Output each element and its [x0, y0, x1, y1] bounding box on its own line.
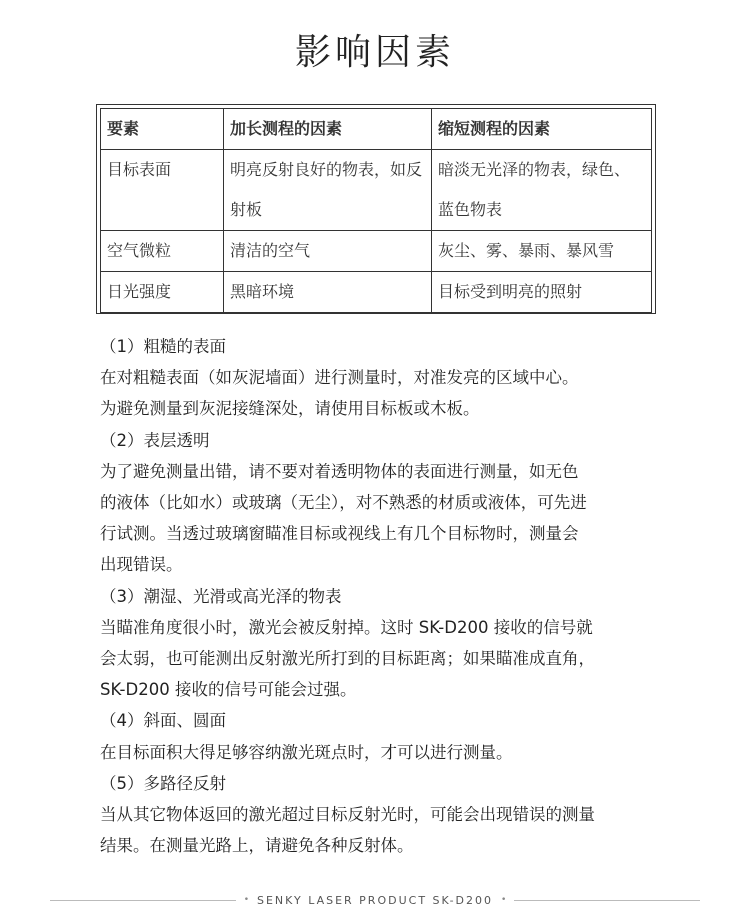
- paragraph-line: 的液体（比如水）或玻璃（无尘），对不熟悉的材质或液体，可先进: [100, 493, 587, 513]
- section-heading: （1）粗糙的表面: [100, 337, 226, 356]
- paragraph-line: 当瞄准角度很小时，激光会被反射掉。这时 SK-D200 接收的信号就: [100, 617, 593, 637]
- table-cell: 黑暗环境: [224, 272, 432, 313]
- table-cell: 目标受到明亮的照射: [432, 272, 652, 313]
- section-heading: （3）潮湿、光滑或高光泽的物表: [100, 586, 342, 606]
- paragraph-line: 当从其它物体返回的激光超过目标反射光时，可能会出现错误的测量: [100, 805, 595, 825]
- paragraph-line: 行试测。当透过玻璃窗瞄准目标或视线上有几个目标物时，测量会: [100, 524, 579, 544]
- table-row: [101, 272, 652, 313]
- factors-table-frame: [96, 104, 656, 314]
- table-header-factor: 要素: [101, 109, 224, 150]
- table-header-row: [101, 109, 652, 150]
- page-title: 影响因素: [294, 32, 455, 73]
- table-cell: 清洁的空气: [224, 231, 432, 272]
- paragraph-line: 在对粗糙表面（如灰泥墙面）进行测量时，对准发亮的区域中心。: [100, 368, 579, 388]
- table-cell: 日光强度: [101, 272, 224, 313]
- paragraph-line: 结果。在测量光路上，请避免各种反射体。: [100, 836, 414, 856]
- paragraph-line: 在目标面积大得足够容纳激光斑点时，才可以进行测量。: [100, 742, 513, 762]
- table-header-shorten: 缩短测程的因素: [432, 109, 652, 150]
- table-cell: 目标表面: [101, 150, 224, 231]
- footer-dot-left: •: [243, 895, 249, 905]
- footer-dot-right: •: [501, 895, 507, 905]
- table-row: [101, 150, 652, 231]
- section-heading: （5）多路径反射: [100, 773, 226, 793]
- section-heading: （4）斜面、圆面: [100, 711, 226, 731]
- section-heading: （2）表层透明: [100, 430, 210, 450]
- paragraph-line: SK-D200 接收的信号可能会过强。: [100, 680, 357, 700]
- factors-table: [100, 108, 652, 313]
- table-row: [101, 231, 652, 272]
- table-header-extend: 加长测程的因素: [224, 109, 432, 150]
- body-text: [100, 331, 690, 861]
- table-cell: 灰尘、雾、暴雨、暴风雪: [432, 231, 652, 272]
- table-cell: 空气微粒: [101, 231, 224, 272]
- paragraph-line: 为避免测量到灰泥接缝深处，请使用目标板或木板。: [100, 399, 480, 419]
- paragraph-line: 会太弱，也可能测出反射激光所打到的目标距离；如果瞄准成直角，: [100, 649, 595, 669]
- footer-rule-left: [50, 900, 236, 901]
- footer: [50, 893, 700, 907]
- table-cell: 明亮反射良好的物表，如反射板: [224, 150, 432, 231]
- paragraph-line: 为了避免测量出错，请不要对着透明物体的表面进行测量，如无色: [100, 461, 579, 481]
- footer-rule-right: [514, 900, 700, 901]
- footer-text: SENKY LASER PRODUCT SK-D200: [257, 893, 494, 907]
- paragraph-line: 出现错误。: [100, 555, 183, 575]
- table-cell: 暗淡无光泽的物表，绿色、蓝色物表: [432, 150, 652, 231]
